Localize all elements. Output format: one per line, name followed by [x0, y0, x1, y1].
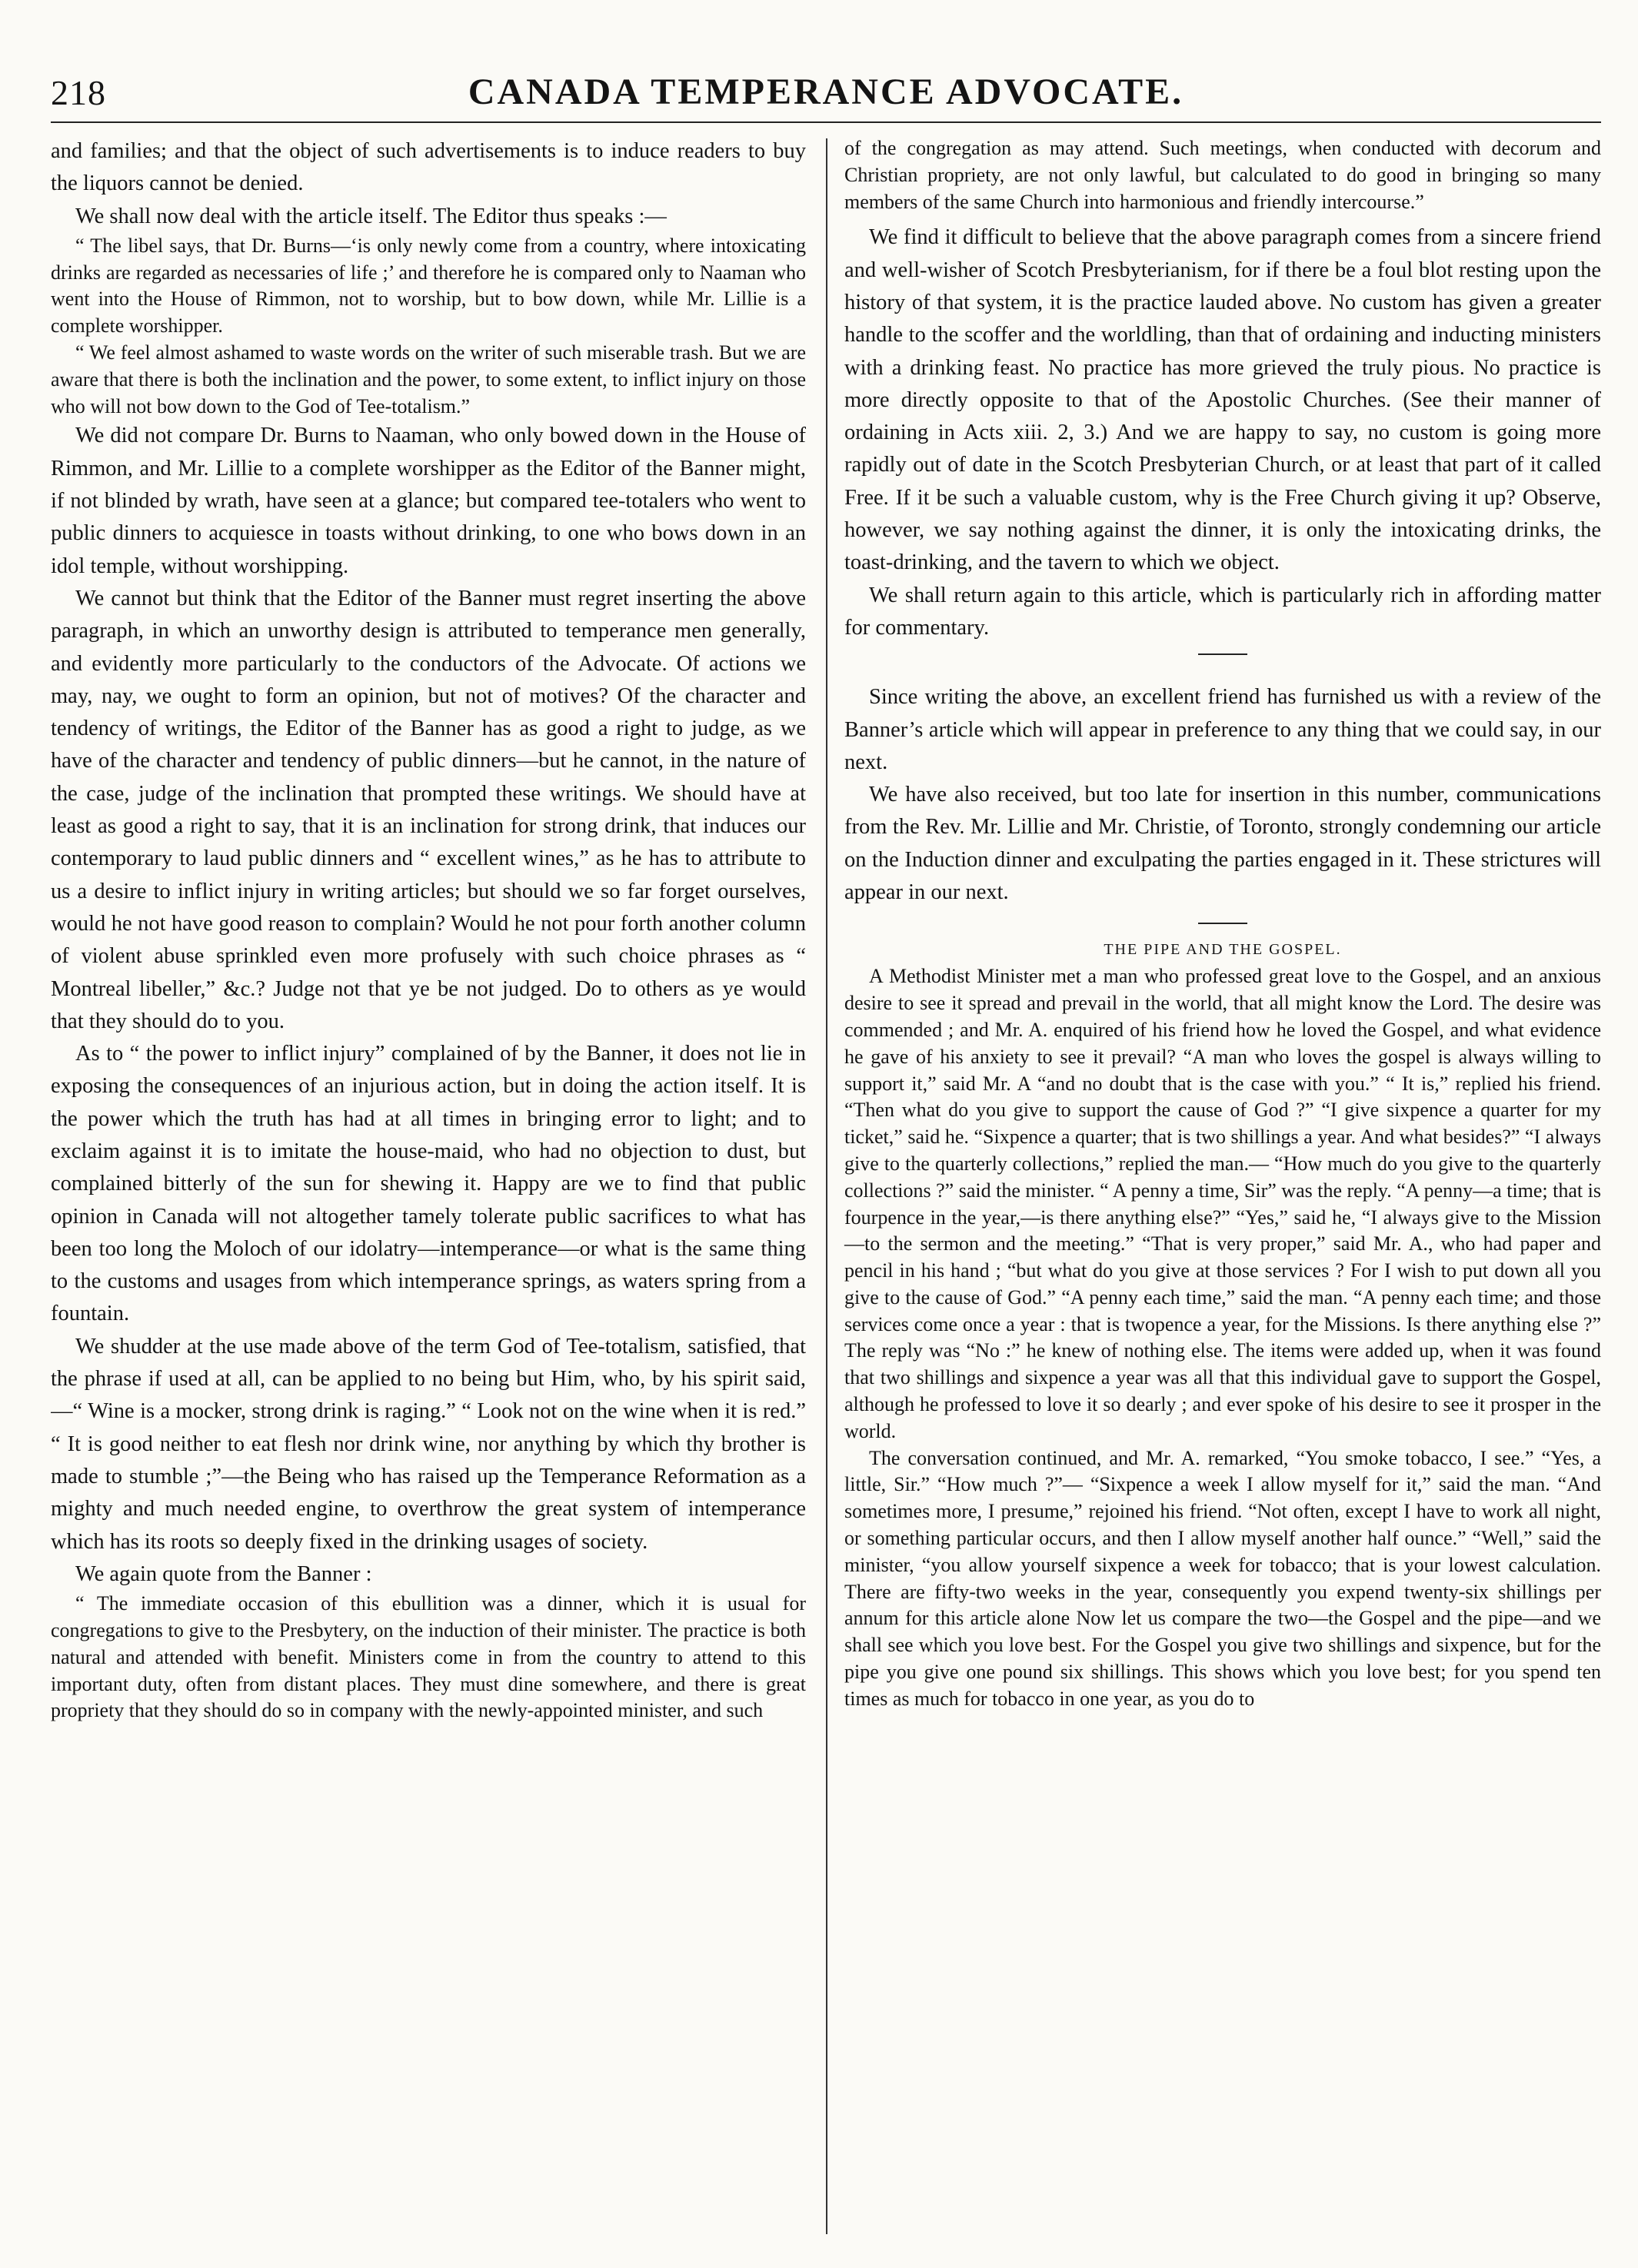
quoted-paragraph: “ The immediate occasion of this ebullition was a dinner, which it is usual for congregations to give to the Presbytery, on the induction of their minister. The practice is both natural and attended with benefit. Ministers come in from the country to attend to this important duty, often from distant places. They must dine somewhere, and there is great propriety that they should do so in company with the newly-appointed minister, and such	[51, 1592, 806, 1722]
paragraph: We did not compare Dr. Burns to Naaman, who only bowed down in the House of Rimmon, and Mr. Lillie to a complete worshipper as the Editor of the Banner might, if not blinded by wrath, have seen at a glance; but compared tee-totalers who went to public dinners to acquiesce in toasts without drinking, to one who bows down in an idol temple, without worshipping.	[51, 424, 806, 578]
paragraph: We find it difficult to believe that the above paragraph comes from a sincere friend and well-wisher of Scotch Presbyterianism, for if there be a foul blot resting upon the history of that system, it is the practice lauded above. No custom has given a greater handle to the scoffer and the worldling, than that of ordaining and inducting ministers with a drinking feast. No practice has more grieved the truly pious. No practice is more directly opposite to that of the Apostolic Churches. (See their manner of ordaining in Acts xiii. 2, 3.) And we are happy to say, no custom is going more rapidly out of date in the Scotch Presbyterian Church, or at least that part of it called Free. If it be such a valuable custom, why is the Free Church giving it up? Observe, however, we say nothing against the dinner, it is only the intoxicating drinks, the toast-drinking, and the tavern to which we object.	[844, 225, 1601, 575]
quoted-paragraph: “ We feel almost ashamed to waste words on the writer of such miserable trash. But we are aware that there is both the inclination and the power, to some extent, to inflict injury on those who will not bow down to the God of Tee-totalism.”	[51, 341, 806, 417]
left-column	[51, 135, 826, 1724]
paragraph: A Methodist Minister met a man who professed great love to the Gospel, and an anxious desire to see it spread and prevail in the world, that all might know the Lord. The desire was commended ; and Mr. A. enquired of his friend how he loved the Gospel, and what evidence he gave of his anxiety to see it prevail? “A man who loves the gospel is always willing to support it,” said Mr. A “and no doubt that is the case with you.” “ It is,” replied his friend. “Then what do you give to support the cause of God ?” “I give sixpence a quarter for my ticket,” said he. “Sixpence a quarter; that is two shillings a year. And what besides?” “I always give to the quarterly collections,” replied the man.— “How much do you give to the quarterly collections ?” said the minister. “ A penny a time, Sir” was the reply. “A penny—a time; that is fourpence in the year,—is there anything else?” “Yes,” said he, “I always give to the Mission—to the sermon and the meeting.” “That is very proper,” said Mr. A., who had paper and pencil in his hand ; “but what do you give at those services ? For I wish to put down all you give to the cause of God.” “A penny each time,” said the man. “A penny each time; and those services come once a year : that is twopence a year, for the Missions. Is there anything else ?” The reply was “No :” he knew of nothing else. The items were added up, when it was found that two shillings and sixpence a year was all that this individual gave to support the Gospel, although he professed to love it so dearly ; and ever spoke of his desire to see it prosper in the world.	[844, 965, 1601, 1442]
paragraph: We cannot but think that the Editor of the Banner must regret inserting the above paragraph, in which an unworthy design is attributed to temperance men generally, and evidently more particularly to the conductors of the Advocate. Of actions we may, nay, we ought to form an opinion, but not of motives? Of the character and tendency of writings, the Editor of the Banner has as good a right to judge, as we have of the character and tendency of public dinners—but he cannot, in the nature of the case, judge of the inclination that prompted these writings. We should have at least as good a right to say, that it is an inclination for strong drink, that induces our contemporary to laud public dinners and “ excellent wines,” as he has to attribute to us a desire to inflict injury in writing articles; but should we so far forget ourselves, would he not have good reason to complain? Would he not pour forth another column of violent abuse sprinkled even more profusely with such choice phrases as “ Montreal libeller,” &c.? Judge not that ye be not judged. Do to others as ye would that they should do to you.	[51, 586, 806, 1033]
section-rule	[1198, 653, 1247, 655]
paragraph: and families; and that the object of such advertisements is to induce readers to buy the liquors cannot be denied.	[51, 139, 806, 196]
section-rule	[1198, 923, 1247, 924]
paragraph: As to “ the power to inflict injury” complained of by the Banner, it does not lie in exposing the consequences of an injurious action, but in doing the action itself. It is the power which the truth has had at all times in bringing error to light; and to exclaim against it is to imitate the house-maid, who had no objection to dust, but complained bitterly of the sun for shewing it. Happy are we to find that public opinion in Canada will not altogether tamely tolerate public sacrifices to what has been too long the Moloch of our idolatry—intemperance—or what is the same thing to the customs and usages from which intemperance springs, as waters spring from a fountain.	[51, 1042, 806, 1326]
paragraph: Since writing the above, an excellent friend has furnished us with a review of the Banner’s article which will appear in preference to any thing that we could say, in our next.	[844, 685, 1601, 774]
paragraph: We have also received, but too late for insertion in this number, communications from the Rev. Mr. Lillie and Mr. Christie, of Toronto, strongly condemning our article on the Induction dinner and exculpating the parties engaged in it. These strictures will appear in our next.	[844, 783, 1601, 905]
running-title: CANADA TEMPERANCE ADVOCATE.	[468, 71, 1184, 112]
article-heading: THE PIPE AND THE GOSPEL.	[1104, 941, 1342, 959]
paragraph: We again quote from the Banner :	[75, 1561, 372, 1586]
page-header	[51, 68, 1601, 123]
paragraph: We shudder at the use made above of the term God of Tee-totalism, satisfied, that the phrase if used at all, can be applied to no being but Him, who, by his spirit said,—“ Wine is a mocker, strong drink is raging.” “ Look not on the wine when it is red.” “ It is good neither to eat flesh nor drink wine, nor anything by which thy brother is made to stumble ;”—the Being who has raised up the Temperance Reformation as a mighty and much needed engine, to overthrow the great system of intemperance which has its roots so deeply fixed in the drinking usages of society.	[51, 1334, 806, 1554]
quoted-paragraph: “ The libel says, that Dr. Burns—‘is only newly come from a country, where intoxicating drinks are regarded as necessaries of life ;’ and therefore he is compared only to Naaman who went into the House of Rimmon, not to worship, but to bow down, while Mr. Lillie is a complete worshipper.	[51, 234, 806, 338]
page-number: 218	[51, 73, 106, 112]
paragraph: The conversation continued, and Mr. A. remarked, “You smoke tobacco, I see.” “Yes, a little, Sir.” “How much ?”— “Sixpence a week I allow myself for it,” said the man. “And sometimes more, I presume,” rejoined his friend. “Not often, except I have to work all night, or something particular occurs, and then I allow myself another half ounce.” “Well,” said the minister, “you allow yourself sixpence a week for tobacco; that is your lowest calculation. There are fifty-two weeks in the year, consequently you expend twenty-six shillings per annum for this article alone Now let us compare the two—the Gospel and the pipe—and we shall see which you love best. For the Gospel you give two shillings and sixpence, but for the pipe you give one pound six shillings. This shows which you love best; for you spend ten times as much for tobacco in one year, as you do to	[844, 1446, 1601, 1710]
spacer	[844, 215, 1601, 221]
right-column	[827, 135, 1601, 1713]
paragraph: We shall now deal with the article itself. The Editor thus speaks :—	[75, 204, 667, 228]
paragraph: We shall return again to this article, which is particularly rich in affording matter for commentary.	[844, 583, 1601, 640]
quoted-paragraph: of the congregation as may attend. Such meetings, when conducted with decorum and Christian propriety, are not only lawful, but calculated to do good in bringing so many members of the same Church into harmonious and friendly intercourse.”	[844, 137, 1601, 213]
article-columns	[51, 135, 1601, 2234]
